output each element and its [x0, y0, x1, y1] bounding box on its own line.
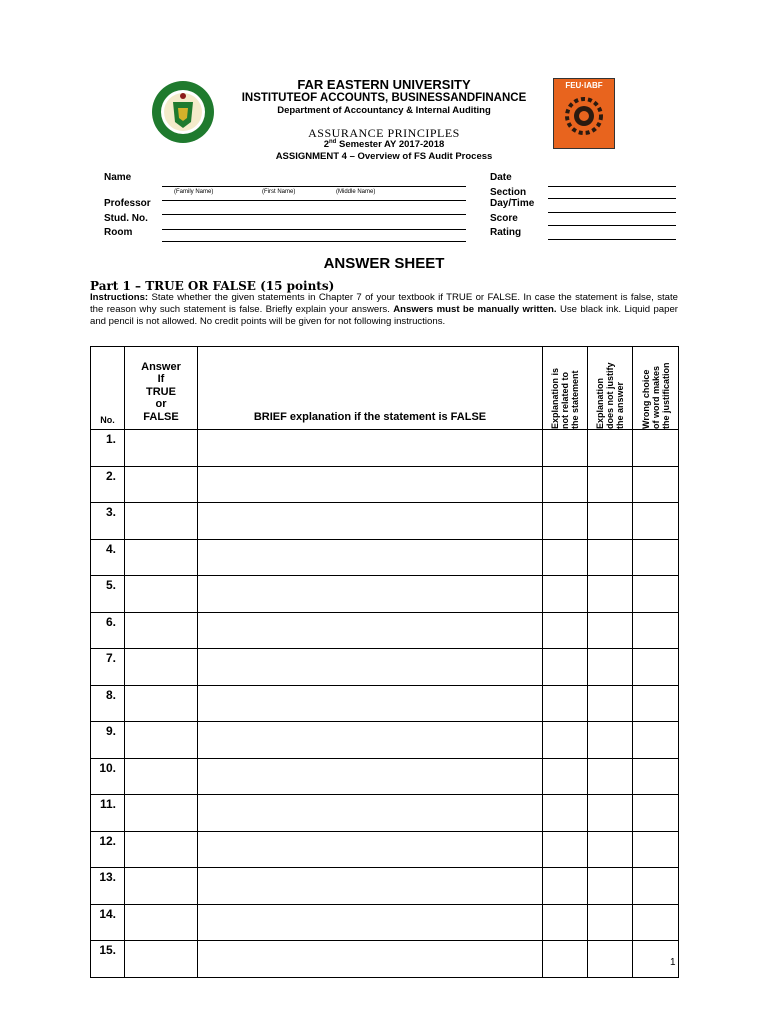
not-justify-cell[interactable]: [588, 576, 633, 613]
semester-line: [0, 139, 768, 150]
not-related-cell[interactable]: [543, 612, 588, 649]
institute-name: INSTITUTEOF ACCOUNTS, BUSINESSANDFINANCE: [241, 92, 527, 104]
not-related-cell[interactable]: [543, 539, 588, 576]
answer-cell[interactable]: [125, 430, 198, 467]
stud-no-label: Stud. No.: [104, 213, 148, 224]
not-justify-cell[interactable]: [588, 649, 633, 686]
university-name: FAR EASTERN UNIVERSITY: [297, 77, 471, 92]
department-name: Department of Accountancy & Internal Auditing: [277, 105, 491, 116]
room-line[interactable]: [162, 229, 466, 230]
not-justify-cell[interactable]: [588, 868, 633, 905]
row-number: 6.: [91, 612, 125, 649]
score-label: Score: [490, 213, 518, 224]
assignment-title: ASSIGNMENT 4 – Overview of FS Audit Process: [275, 151, 493, 162]
row-number: 13.: [91, 868, 125, 905]
score-line[interactable]: [548, 225, 676, 226]
semester-text: Semester AY 2017-2018: [336, 139, 445, 151]
rating-label: Rating: [490, 227, 522, 238]
not-justify-cell[interactable]: [588, 758, 633, 795]
explanation-cell[interactable]: [198, 539, 543, 576]
explanation-cell[interactable]: [198, 795, 543, 832]
iabf-logo-text: FEU·IABF: [565, 81, 603, 90]
section-label: Section: [490, 187, 527, 198]
row-number: 15.: [91, 941, 125, 978]
not-related-cell[interactable]: [543, 503, 588, 540]
room-line-2: [162, 241, 466, 242]
table-row: [91, 941, 679, 978]
instructions-text: State whether the given statements in Chapter 7 of your textbook if TRUE or FALSE. In case the statement is false, state the reason why such statement is false. Briefly explain your answers.: [90, 292, 678, 315]
table-row: [91, 904, 679, 941]
table-row: [91, 722, 679, 759]
table-row: [91, 466, 679, 503]
section-line[interactable]: [548, 198, 676, 199]
explanation-cell[interactable]: [198, 576, 543, 613]
answer-cell[interactable]: [125, 539, 198, 576]
wrong-choice-cell[interactable]: [633, 466, 679, 503]
explanation-cell[interactable]: [198, 649, 543, 686]
family-name-hint: (Family Name): [174, 189, 214, 195]
not-related-cell[interactable]: [543, 868, 588, 905]
wrong-choice-cell[interactable]: [633, 576, 679, 613]
course-title: ASSURANCE PRINCIPLES: [308, 126, 460, 140]
day-time-line[interactable]: [548, 212, 676, 213]
wrong-choice-cell[interactable]: [633, 539, 679, 576]
explanation-cell[interactable]: [198, 685, 543, 722]
not-justify-cell[interactable]: [588, 904, 633, 941]
wrong-choice-cell[interactable]: [633, 612, 679, 649]
explanation-cell[interactable]: [198, 904, 543, 941]
not-justify-cell[interactable]: [588, 466, 633, 503]
row-number: 10.: [91, 758, 125, 795]
not-justify-cell[interactable]: [588, 503, 633, 540]
table-row: [91, 576, 679, 613]
answer-cell[interactable]: [125, 612, 198, 649]
semester-superscript: nd: [329, 139, 337, 145]
not-related-cell[interactable]: [543, 941, 588, 978]
part1-instructions: [90, 292, 678, 328]
row-number: 4.: [91, 539, 125, 576]
wrong-choice-cell[interactable]: [633, 685, 679, 722]
not-justify-cell[interactable]: [588, 831, 633, 868]
not-related-cell[interactable]: [543, 758, 588, 795]
first-name-hint: (First Name): [262, 189, 296, 195]
table-header-row: [91, 347, 679, 430]
row-number: 1.: [91, 430, 125, 467]
not-justify-cell[interactable]: [588, 941, 633, 978]
header-wrong-choice: [633, 347, 679, 430]
wrong-choice-cell[interactable]: [633, 831, 679, 868]
table-row: [91, 503, 679, 540]
instructions-label: Instructions:: [90, 292, 149, 303]
wrong-choice-cell[interactable]: [633, 503, 679, 540]
row-number: 5.: [91, 576, 125, 613]
answer-cell[interactable]: [125, 795, 198, 832]
header-answer: Answer If TRUE or FALSE: [125, 347, 198, 430]
table-row: [91, 831, 679, 868]
row-number: 9.: [91, 722, 125, 759]
wrong-choice-cell[interactable]: [633, 795, 679, 832]
header-not-related-text: Explanation is not related to the statement: [550, 367, 580, 429]
not-related-cell[interactable]: [543, 831, 588, 868]
semester-number: 2: [323, 139, 329, 151]
explanation-cell[interactable]: [198, 722, 543, 759]
wrong-choice-cell[interactable]: [633, 430, 679, 467]
wrong-choice-cell[interactable]: [633, 758, 679, 795]
page-number: 1: [670, 957, 676, 968]
stud-no-line[interactable]: [162, 214, 466, 215]
name-line[interactable]: [162, 186, 466, 187]
middle-name-hint: (Middle Name): [336, 189, 376, 195]
not-related-cell[interactable]: [543, 430, 588, 467]
answer-cell[interactable]: [125, 941, 198, 978]
answer-cell[interactable]: [125, 649, 198, 686]
table-row: [91, 758, 679, 795]
explanation-cell[interactable]: [198, 430, 543, 467]
not-justify-cell[interactable]: [588, 685, 633, 722]
name-label: Name: [104, 172, 132, 183]
not-justify-cell[interactable]: [588, 612, 633, 649]
row-number: 14.: [91, 904, 125, 941]
not-related-cell[interactable]: [543, 685, 588, 722]
table-row: [91, 430, 679, 467]
part1-heading: Part 1 – TRUE OR FALSE (15 points): [90, 279, 335, 293]
wrong-choice-cell[interactable]: [633, 722, 679, 759]
answer-table: [90, 346, 679, 978]
row-number: 12.: [91, 831, 125, 868]
answer-cell[interactable]: [125, 868, 198, 905]
not-justify-cell[interactable]: [588, 722, 633, 759]
header-no: No.: [91, 347, 125, 430]
answer-cell[interactable]: [125, 576, 198, 613]
explanation-cell[interactable]: [198, 466, 543, 503]
day-time-label: Day/Time: [490, 198, 535, 209]
wrong-choice-cell[interactable]: [633, 904, 679, 941]
not-related-cell[interactable]: [543, 722, 588, 759]
rating-line[interactable]: [548, 239, 676, 240]
answer-cell[interactable]: [125, 722, 198, 759]
header-wrong-choice-text: Wrong choice of word makes the justification: [640, 362, 671, 429]
header-explanation: BRIEF explanation if the statement is FALSE: [198, 347, 543, 430]
instructions-tail: Use black ink. Liquid paper and pencil is not allowed. No credit points will be given for not following instructions.: [90, 304, 678, 327]
header-not-justify-text: Explanation does not justify the answer: [595, 362, 625, 429]
row-number: 7.: [91, 649, 125, 686]
table-row: [91, 795, 679, 832]
explanation-cell[interactable]: [198, 831, 543, 868]
date-line[interactable]: [548, 186, 676, 187]
not-justify-cell[interactable]: [588, 795, 633, 832]
table-row: [91, 868, 679, 905]
wrong-choice-cell[interactable]: [633, 868, 679, 905]
header-not-related: [543, 347, 588, 430]
answer-cell[interactable]: [125, 466, 198, 503]
date-label: Date: [490, 172, 512, 183]
not-related-cell[interactable]: [543, 904, 588, 941]
answer-sheet-title: ANSWER SHEET: [323, 255, 445, 272]
answer-cell[interactable]: [125, 503, 198, 540]
explanation-cell[interactable]: [198, 941, 543, 978]
answer-cell[interactable]: [125, 904, 198, 941]
instructions-bold: Answers must be manually written.: [393, 304, 557, 315]
not-related-cell[interactable]: [543, 466, 588, 503]
not-justify-cell[interactable]: [588, 539, 633, 576]
table-row: [91, 539, 679, 576]
row-number: 11.: [91, 795, 125, 832]
professor-line[interactable]: [162, 200, 466, 201]
not-justify-cell[interactable]: [588, 430, 633, 467]
row-number: 3.: [91, 503, 125, 540]
header-not-justify: [588, 347, 633, 430]
answer-cell[interactable]: [125, 758, 198, 795]
table-row: [91, 612, 679, 649]
wrong-choice-cell[interactable]: [633, 649, 679, 686]
not-related-cell[interactable]: [543, 649, 588, 686]
not-related-cell[interactable]: [543, 576, 588, 613]
row-number: 2.: [91, 466, 125, 503]
explanation-cell[interactable]: [198, 612, 543, 649]
room-label: Room: [104, 227, 133, 238]
explanation-cell[interactable]: [198, 758, 543, 795]
not-related-cell[interactable]: [543, 795, 588, 832]
explanation-cell[interactable]: [198, 868, 543, 905]
table-row: [91, 649, 679, 686]
answer-cell[interactable]: [125, 685, 198, 722]
explanation-cell[interactable]: [198, 503, 543, 540]
answer-cell[interactable]: [125, 831, 198, 868]
professor-label: Professor: [104, 198, 151, 209]
table-row: [91, 685, 679, 722]
row-number: 8.: [91, 685, 125, 722]
